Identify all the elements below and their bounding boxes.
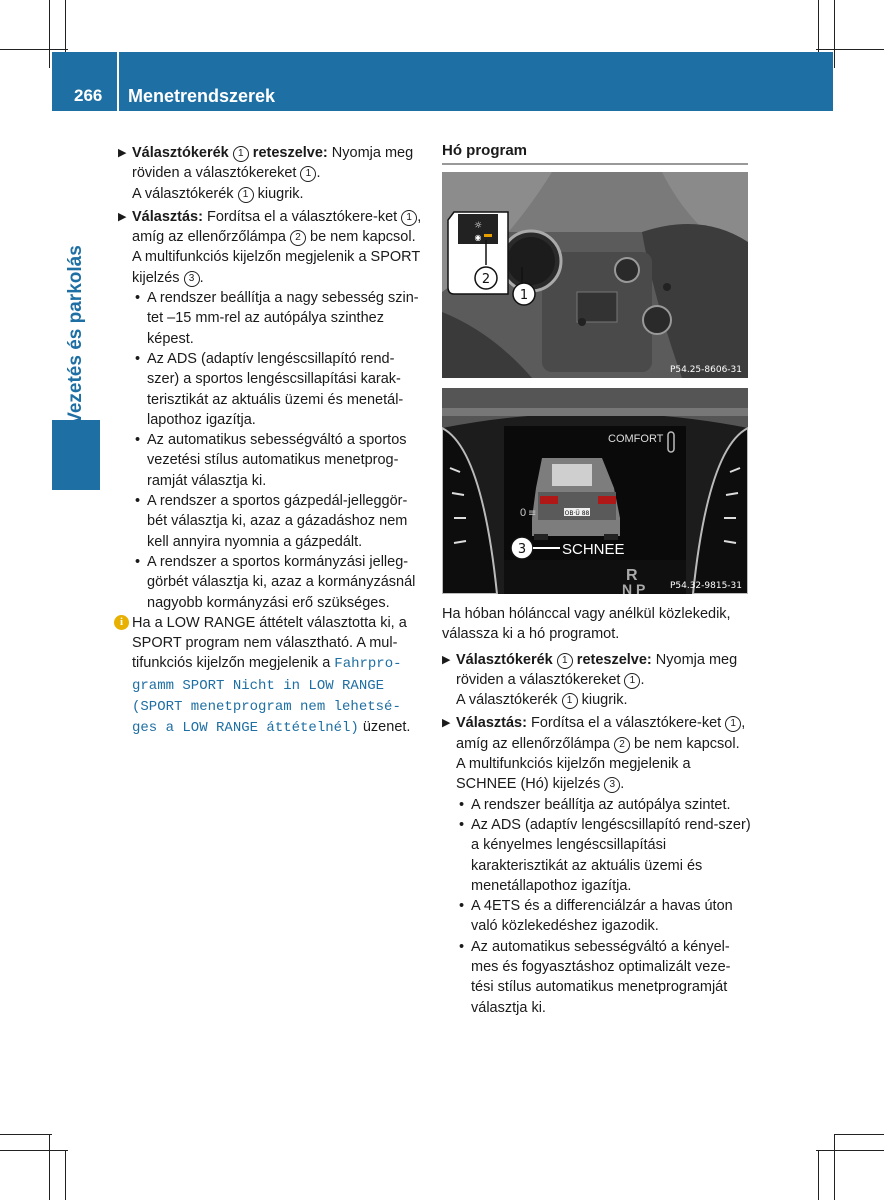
console-photo bbox=[442, 172, 748, 378]
section-title: Hó program bbox=[442, 142, 528, 159]
number-callout: 1 bbox=[557, 653, 573, 669]
number-callout: 1 bbox=[233, 146, 249, 162]
chapter-title: Menetrendszerek bbox=[128, 86, 276, 106]
number-callout: 1 bbox=[725, 716, 741, 732]
crop-mark bbox=[49, 1134, 50, 1200]
level-icon: ≡ bbox=[528, 508, 537, 519]
crop-mark bbox=[65, 1150, 66, 1200]
image-code: P54.25-8606-31 bbox=[669, 365, 742, 375]
bullet-item: • Az ADS (adaptív lengéscsillapító rend-szer) a kényelmes lengéscsillapítási karakterisztikát az aktuális üzemi és menetállapothoz igazítja. bbox=[459, 816, 751, 894]
step-select: ▶ Választás: Fordítsa el a választókere-ket 1 , amíg az ellenőrzőlámpa 2 be nem kapcsol. A multifunkciós kijelzőn megjelenik a SPORT kijelzés 3 . bbox=[118, 208, 422, 286]
crop-mark bbox=[816, 49, 884, 50]
bullet-item: • A rendszer a sportos gázpedál-jelleggör-bét választja ki, azaz a gázadáshoz nem kell annyira nyomnia a gázpedált. bbox=[135, 493, 408, 550]
step-lock-wheel: ▶ Választókerék 1 reteszelve: Nyomja meg röviden a választókereket 1 . A választókerék 1 kiugrik. bbox=[442, 651, 738, 709]
svg-text:☼: ☼ bbox=[473, 221, 483, 231]
callout-3: 3 bbox=[517, 542, 527, 557]
display-message: Fahrpro-gramm SPORT Nicht in LOW RANGE (SPORT menetprogram nem lehetsé-ges a LOW RANGE áttételnél) bbox=[132, 656, 402, 737]
crop-mark bbox=[0, 1134, 52, 1135]
info-note: i Ha a LOW RANGE áttételt választotta ki, a SPORT program nem választható. A mul-tifunkciós kijelzőn megjelenik a Fahrpro-gramm SPORT Nicht in LOW RANGE (SPORT menetprogram nem lehetsé-ges a LOW RANGE áttételnél) üzenet. bbox=[118, 613, 424, 739]
bullet-item: • Az ADS (adaptív lengéscsillapító rend-szer) a sportos lengéscsillapítási karak-terisztikát az aktuális üzemi és menetál-lapothoz igazítja. bbox=[135, 350, 404, 428]
number-callout: 1 bbox=[238, 187, 254, 203]
left-column bbox=[118, 143, 424, 739]
crop-mark bbox=[834, 1134, 835, 1200]
crop-mark bbox=[0, 49, 68, 50]
image-code: P54.32-9815-31 bbox=[669, 581, 742, 591]
schnee-label: SCHNEE bbox=[562, 541, 625, 558]
page-number: 266 bbox=[74, 86, 103, 105]
bullet-item: • Az automatikus sebességváltó a sportos vezetési stílus automatikus menetprog-ramját választja ki. bbox=[135, 432, 407, 489]
svg-text:◉: ◉ bbox=[474, 233, 482, 242]
license-plate: OB·Ü 88 bbox=[564, 510, 590, 517]
comfort-label: COMFORT bbox=[608, 433, 664, 445]
step-lock-wheel: ▶ Választókerék 1 reteszelve: Nyomja meg röviden a választókereket 1 . A választókerék 1 kiugrik. bbox=[118, 145, 414, 202]
bullet-item: • A rendszer beállítja az autópálya szintet. bbox=[459, 796, 731, 813]
crop-mark bbox=[818, 1150, 819, 1200]
gear-p: P bbox=[636, 581, 646, 594]
bullet-item: • A rendszer a sportos kormányzási jelleg-görbét választja ki, azaz a kormányzásnál nagyobb kormányzási erő szükséges. bbox=[135, 553, 416, 611]
side-tab bbox=[52, 420, 100, 490]
number-callout: 1 bbox=[562, 693, 578, 709]
number-callout: 1 bbox=[401, 210, 417, 226]
arrow-icon: ▶ bbox=[118, 147, 127, 159]
bullet-item: • A 4ETS és a differenciálzár a havas úton való közlekedéshez igazodik. bbox=[459, 898, 733, 935]
step-select: ▶ Választás: Fordítsa el a választókere-ket 1 , amíg az ellenőrzőlámpa 2 be nem kapcsol. A multifunkciós kijelzőn megjelenik a SCHNEE (Hó) kijelzés 3 . bbox=[442, 715, 746, 793]
crop-mark bbox=[834, 1134, 884, 1135]
number-callout: 2 bbox=[290, 230, 306, 246]
crop-mark bbox=[65, 0, 66, 52]
gear-n: N bbox=[622, 581, 633, 594]
header-divider bbox=[117, 52, 119, 111]
intro-text: Ha hóban hólánccal vagy anélkül közlekedik, válassza ki a hó programot. bbox=[442, 606, 731, 643]
number-callout: 2 bbox=[614, 737, 630, 753]
bullet-item: • A rendszer beállítja a nagy sebesség szin-tet –15 mm-rel az autópálya szinthez képest. bbox=[135, 290, 419, 347]
section-rule bbox=[442, 163, 748, 165]
arrow-icon: ▶ bbox=[442, 653, 451, 666]
info-icon: i bbox=[114, 615, 129, 630]
crop-mark bbox=[49, 0, 50, 68]
arrow-icon: ▶ bbox=[118, 210, 127, 223]
right-column bbox=[442, 604, 752, 1018]
number-callout: 3 bbox=[604, 777, 620, 793]
number-callout: 3 bbox=[184, 271, 200, 287]
number-callout: 1 bbox=[624, 673, 640, 689]
gauge-value: 0 bbox=[520, 507, 527, 519]
callout-2: 2 bbox=[481, 272, 491, 287]
bullet-item: • Az automatikus sebességváltó a kényel-mes és fogyasztáshoz optimalizált veze-tési stílus automatikus menetprogramját választja ki. bbox=[459, 938, 731, 1016]
crop-mark bbox=[818, 0, 819, 52]
arrow-icon: ▶ bbox=[442, 717, 451, 730]
side-tab-label: Vezetés és parkolás bbox=[65, 245, 86, 425]
crop-mark bbox=[816, 1150, 884, 1151]
crop-mark bbox=[0, 1150, 68, 1151]
callout-1: 1 bbox=[519, 288, 529, 303]
crop-mark bbox=[834, 0, 835, 68]
cluster-photo bbox=[442, 388, 748, 594]
number-callout: 1 bbox=[300, 166, 316, 182]
gear-r: R bbox=[626, 567, 638, 584]
